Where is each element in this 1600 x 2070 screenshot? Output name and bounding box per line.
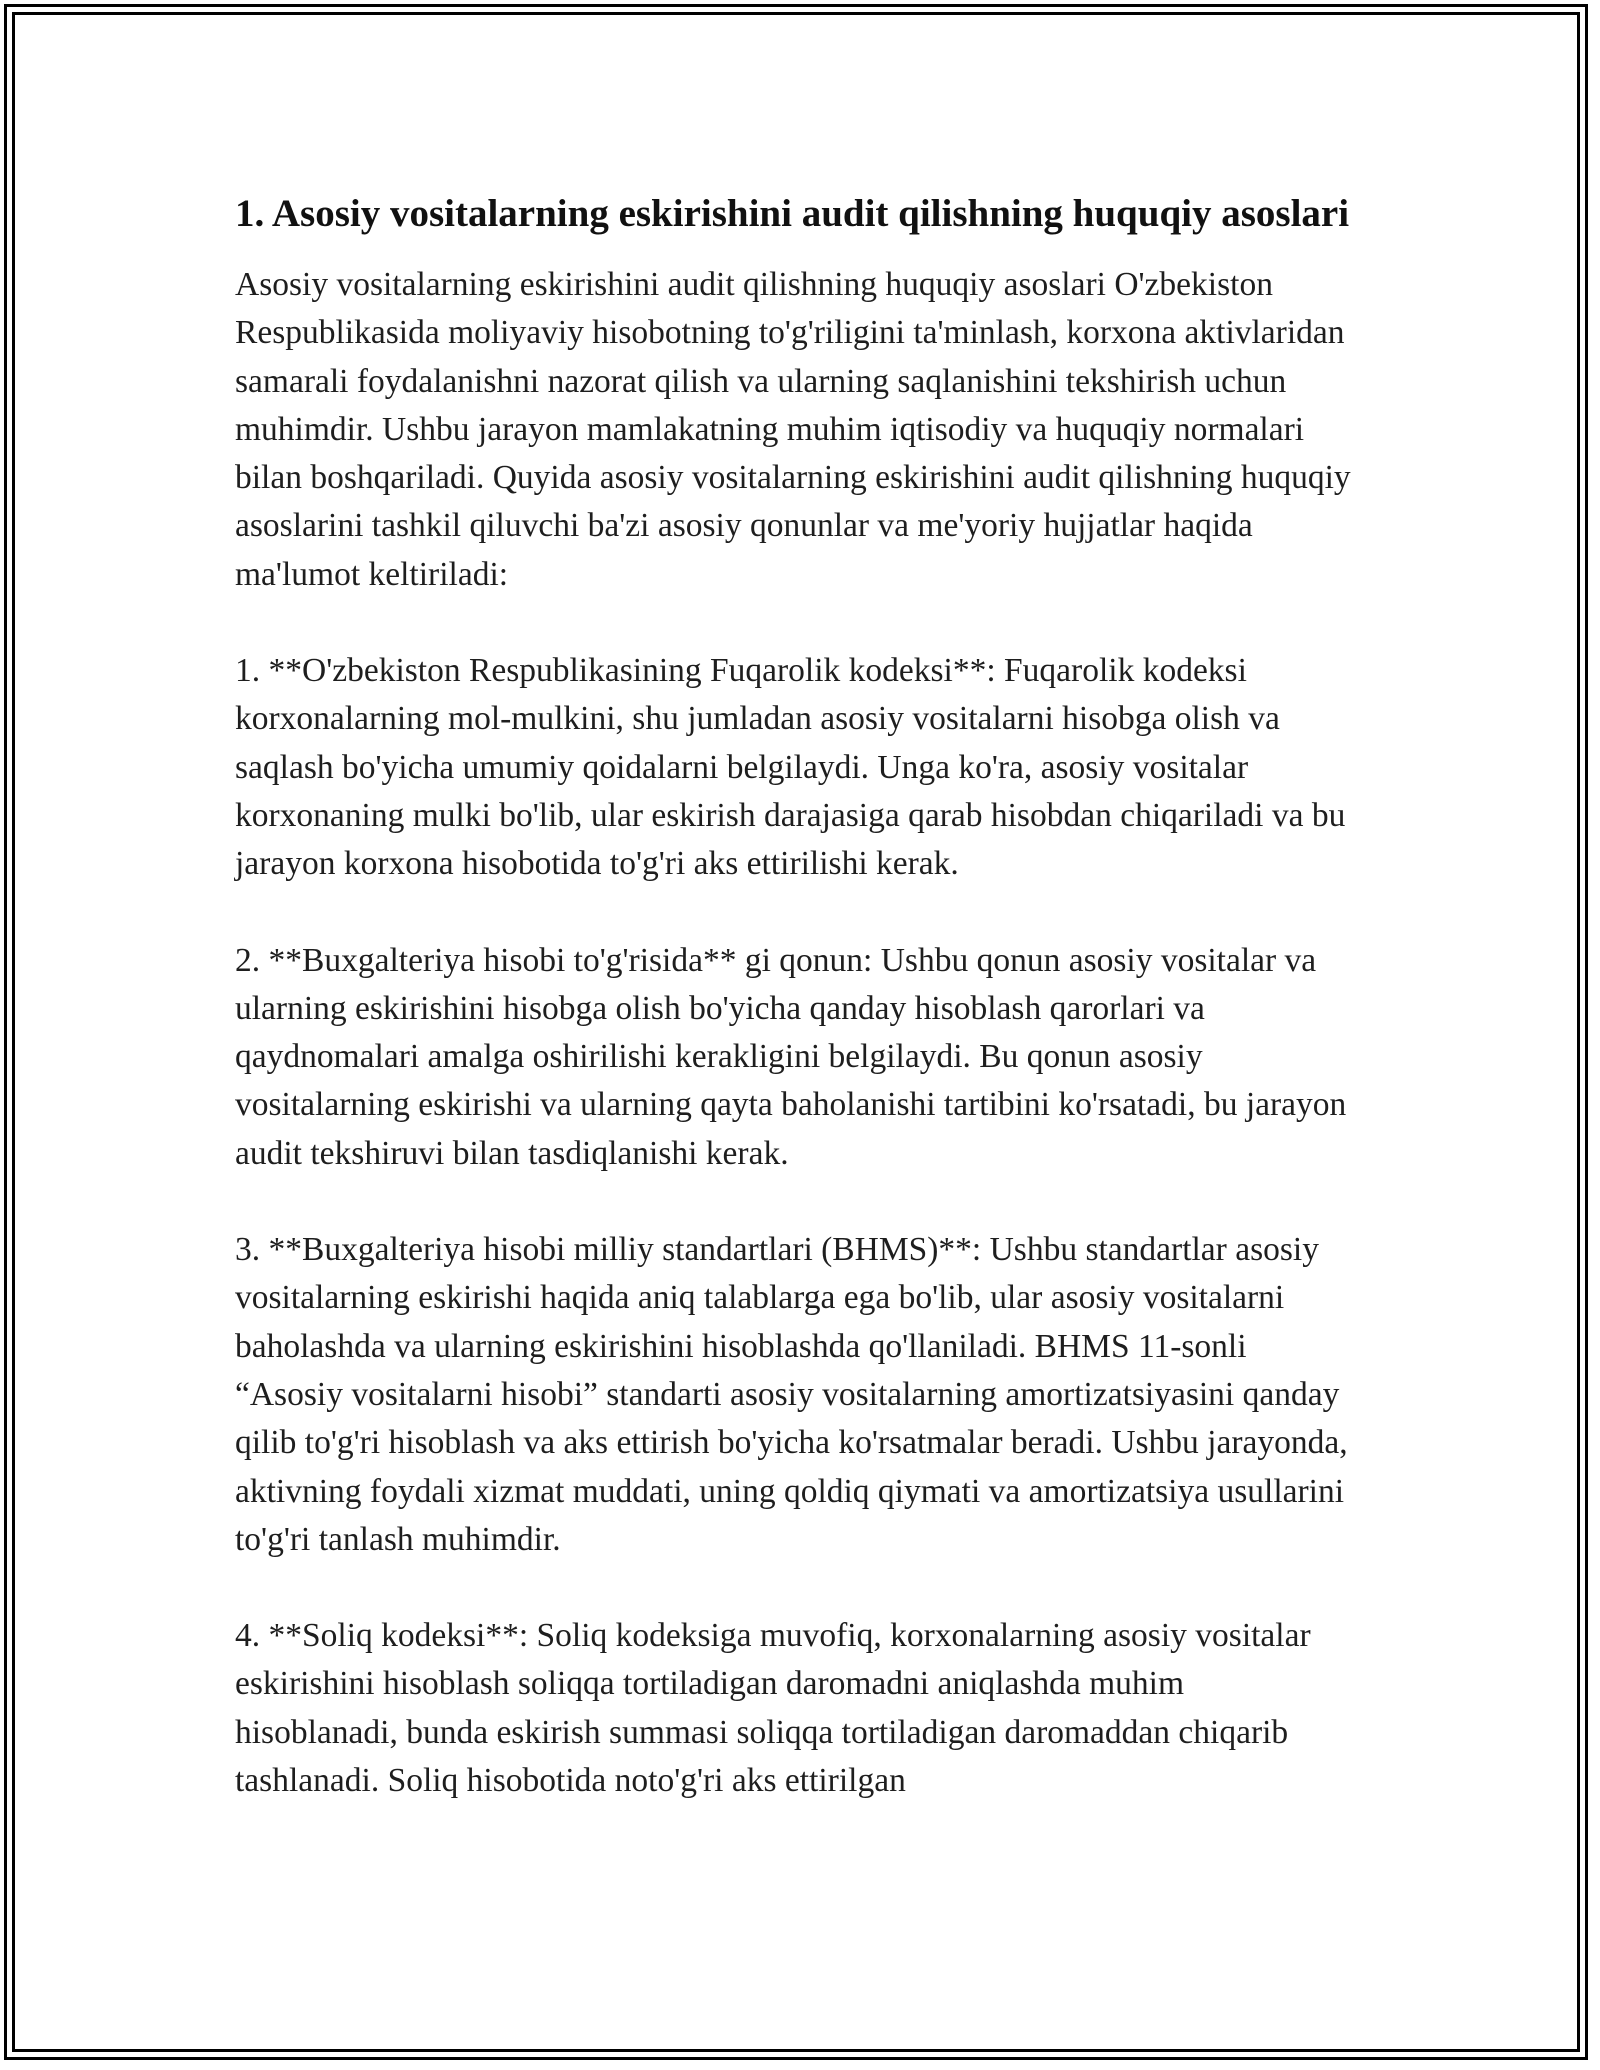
list-item-accounting-law: 2. **Buxgalteriya hisobi to'g'risida** gi qonun: Ushbu qonun asosiy vositalar va ularning eskirishini hisobga olish bo'yicha qanday hisoblash qarorlari va qaydnomalari amalga oshirilishi kerakligini belgilaydi. Bu qonun asosiy vositalarning eskirishi va ularning qayta baholanishi tartibini ko'rsatadi, bu jarayon audit tekshiruvi bilan tasdiqlanishi kerak. [235, 941, 1347, 1172]
section-heading: 1. Asosiy vositalarning eskirishini audit qilishning huquqiy asoslari [235, 192, 1350, 235]
intro-paragraph: Asosiy vositalarning eskirishini audit qilishning huquqiy asoslari O'zbekiston Respublikasida moliyaviy hisobotning to'g'riligini ta'minlash, korxona aktivlaridan samarali foydalanishni nazorat qilish va ularning saqlanishini tekshirish uchun muhimdir. Ushbu jarayon mamlakatning muhim iqtisodiy va huquqiy normalari bilan boshqariladi. Quyida asosiy vositalarning eskirishini audit qilishning huquqiy asoslarini tashkil qiluvchi ba'zi asosiy qonunlar va me'yoriy hujjatlar haqida ma'lumot keltiriladi: [235, 266, 1351, 593]
document-body [235, 186, 1355, 1853]
list-item-tax-code: 4. **Soliq kodeksi**: Soliq kodeksiga muvofiq, korxonalarning asosiy vositalar eskirishini hisoblash soliqqa tortiladigan daromadni aniqlashda muhim hisoblanadi, bunda eskirish summasi soliqqa tortiladigan daromaddan chiqarib tashlanadi. Soliq hisobotida noto'g'ri aks ettirilgan [235, 1617, 1311, 1800]
list-item-national-standards: 3. **Buxgalteriya hisobi milliy standartlari (BHMS)**: Ushbu standartlar asosiy vositalarning eskirishi haqida aniq talablarga ega bo'lib, ular asosiy vositalarni baholashda va ularning eskirishini hisoblashda qo'llaniladi. BHMS 11-sonli “Asosiy vositalarni hisobi” standarti asosiy vositalarning amortizatsiyasini qanday qilib to'g'ri hisoblash va aks ettirish bo'yicha ko'rsatmalar beradi. Ushbu jarayonda, aktivning foydali xizmat muddati, uning qoldiq qiymati va amortizatsiya usullarini to'g'ri tanlash muhimdir. [235, 1231, 1348, 1558]
list-item-civil-code: 1. **O'zbekiston Respublikasining Fuqarolik kodeksi**: Fuqarolik kodeksi korxonalarning mol-mulkini, shu jumladan asosiy vositalarni hisobga olish va saqlash bo'yicha umumiy qoidalarni belgilaydi. Unga ko'ra, asosiy vositalar korxonaning mulki bo'lib, ular eskirish darajasiga qarab hisobdan chiqariladi va bu jarayon korxona hisobotida to'g'ri aks ettirilishi kerak. [235, 652, 1346, 883]
